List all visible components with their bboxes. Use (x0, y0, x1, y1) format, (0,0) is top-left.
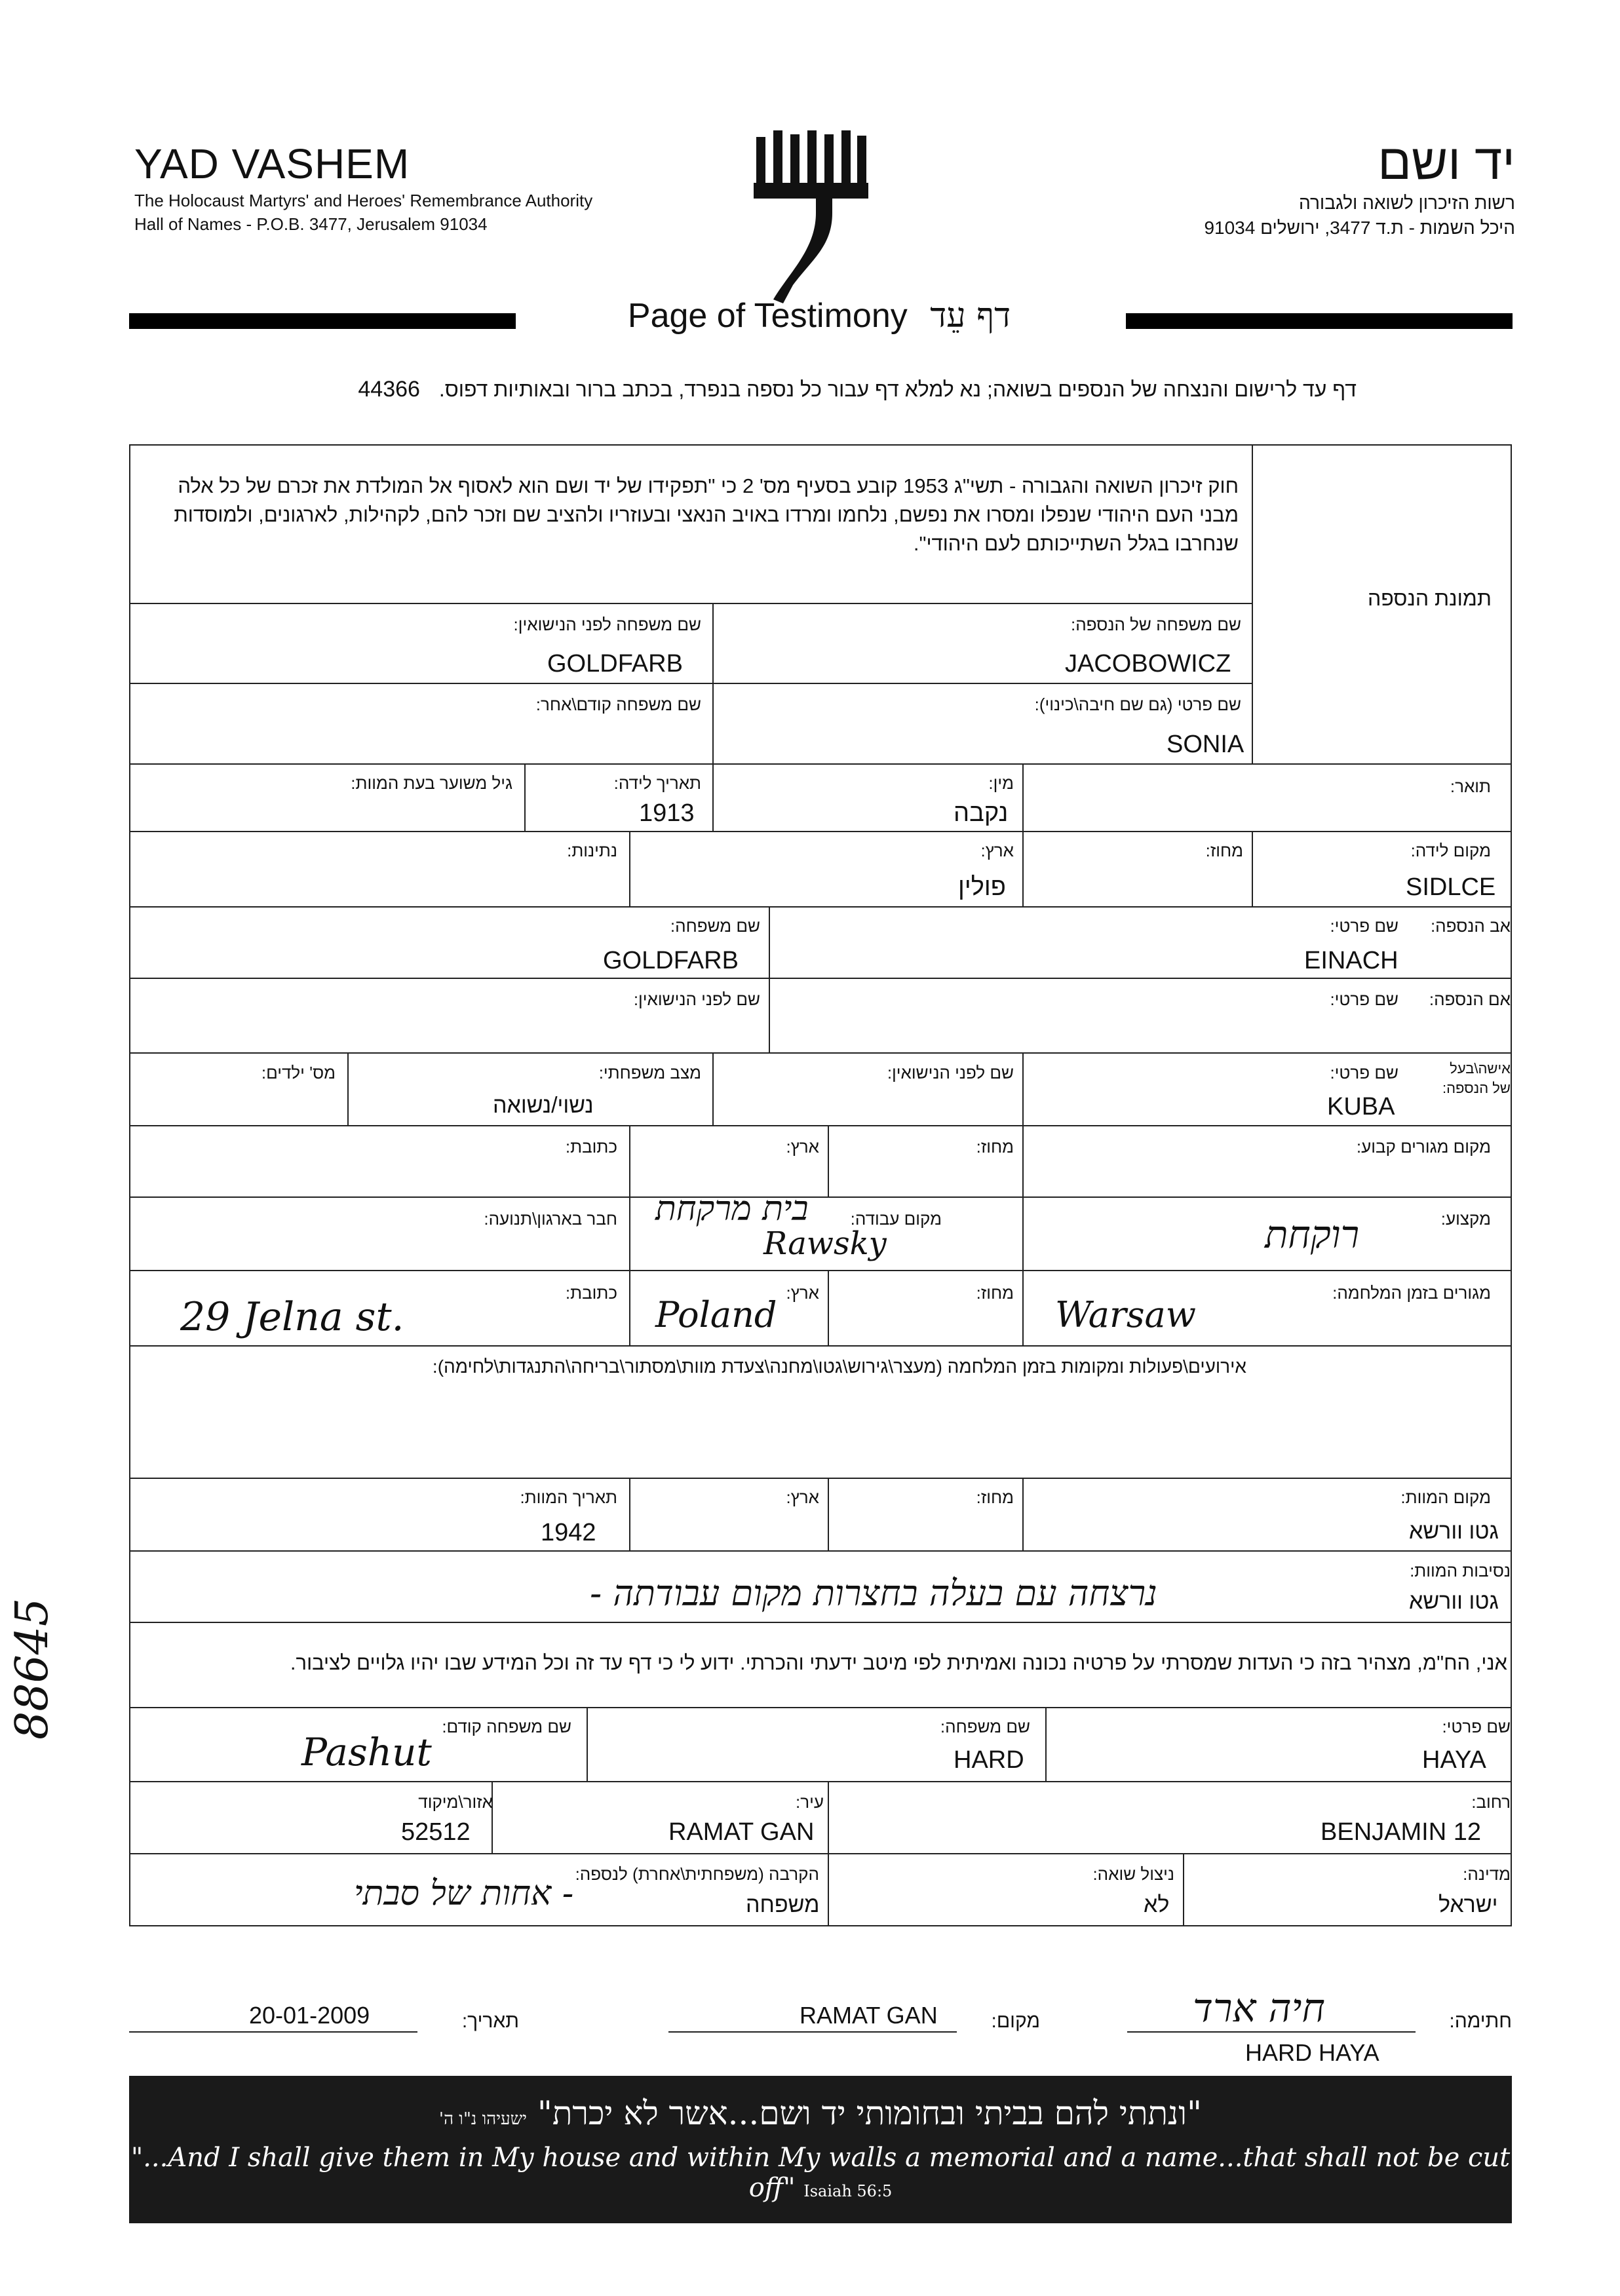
row-line (129, 1270, 1512, 1271)
banner-quote-he (129, 2094, 1512, 2132)
value-birth-country: פולין (958, 873, 1006, 901)
label-relation: הקרבה (משפחתית\אחרת) לנספה: (575, 1864, 819, 1884)
instruction-text: דף עד לרישום והנצחה של הנספים בשואה; נא למלא דף עבור כל נספה בנפרד, בכתב ברור ובאותיות דפוס. (438, 377, 1357, 401)
org-name-en: YAD VASHEM (134, 140, 410, 187)
label-death-district: מחוז: (976, 1487, 1014, 1507)
label-death-date: תאריך המוות: (520, 1487, 617, 1507)
col-line (828, 1781, 829, 1853)
label-marital-status: מצב משפחתי: (598, 1063, 701, 1082)
label-war-district: מחוז: (976, 1283, 1014, 1303)
row-line (129, 1781, 1512, 1782)
label-first-name: שם פרטי (גם שם חיבה\כינוי): (1034, 695, 1241, 714)
banner-quote-he-text: "ונתתי להם בביתי ובחומותי יד ושם...אשר לא יכרת" (537, 2094, 1203, 2132)
label-signature: חתימה: (1449, 2010, 1512, 2032)
value-spouse-first: KUBA (1327, 1093, 1395, 1120)
label-nationality: נתינות: (567, 841, 617, 860)
row-line (129, 1853, 1512, 1854)
value-submitter-prev: Pashut (301, 1730, 432, 1774)
label-father: אב הנספה: (1430, 916, 1511, 936)
label-survivor: ניצול שואה: (1092, 1864, 1174, 1884)
value-signer-name: HARD HAYA (1245, 2039, 1379, 2066)
value-submitter-last: HARD (954, 1746, 1024, 1774)
label-prev-surname: שם משפחה קודם\אחר: (535, 695, 701, 714)
org-subtitle-he-1: רשות הזיכרון לשואה ולגבורה (1299, 193, 1515, 213)
label-maiden-name: שם משפחה לפני הנישואין: (513, 615, 701, 634)
label-submitter-last: שם משפחה: (940, 1717, 1030, 1736)
value-death-place: גטו וורשא (1409, 1519, 1499, 1544)
label-birth-country: ארץ: (980, 841, 1014, 860)
col-line (1183, 1853, 1184, 1926)
value-relation-typed: משפחה (746, 1892, 820, 1917)
value-first-name: SONIA (1167, 731, 1244, 758)
label-spouse: אישה\בעל (1450, 1060, 1511, 1077)
row-line (129, 978, 1512, 979)
col-line (769, 906, 770, 1052)
side-archive-number: 88645 (7, 1598, 58, 1740)
banner-quote-en (129, 2143, 1512, 2203)
label-perm-country: ארץ: (786, 1137, 819, 1157)
col-line (587, 1707, 588, 1781)
value-city: RAMAT GAN (668, 1818, 815, 1846)
label-member-org: חבר בארגון\תנועה: (484, 1209, 617, 1229)
col-line (828, 1125, 829, 1196)
header-english (134, 139, 592, 236)
col-line (712, 763, 714, 831)
value-father-first: EINACH (1304, 947, 1398, 974)
col-line (1252, 831, 1253, 906)
label-zip: אזור\מיקוד (418, 1792, 493, 1812)
label-death-place: מקום המוות: (1400, 1487, 1491, 1507)
header-bar-left (129, 313, 516, 329)
col-line (524, 763, 526, 831)
label-permanent-residence: מקום מגורים קבוע: (1356, 1137, 1491, 1157)
yad-vashem-logo (754, 128, 872, 305)
value-country-sub: ישראל (1438, 1892, 1498, 1917)
label-wartime-residence: מגורים בזמן המלחמה: (1332, 1283, 1491, 1303)
value-marital-status: נשוי/נשואה (493, 1093, 594, 1118)
col-line (1022, 1478, 1024, 1550)
col-line (828, 1270, 829, 1345)
place-line (668, 2031, 957, 2033)
photo-divider (1252, 444, 1253, 765)
value-death-circ-typed: גטו וורשא (1409, 1589, 1499, 1614)
row-line (129, 603, 1252, 604)
value-sign-date: 20-01-2009 (249, 2002, 370, 2029)
value-war-country: Poland (655, 1294, 777, 1335)
row-line (129, 1478, 1512, 1479)
row-line (129, 1345, 1512, 1347)
value-surname: JACOBOWICZ (1065, 650, 1231, 678)
value-death-date: 1942 (541, 1519, 596, 1546)
label-date: תאריך: (461, 2010, 519, 2032)
col-line (1022, 831, 1024, 906)
label-perm-address: כתובת: (565, 1137, 617, 1157)
label-surname: שם משפחה של הנספה: (1070, 615, 1241, 634)
testimony-form (129, 444, 1512, 1926)
row-line (129, 1196, 1512, 1198)
label-mother-maiden: שם לפני הנישואין: (633, 989, 760, 1009)
col-line (712, 603, 714, 763)
value-relation-hand: - אחות של סבתי (354, 1874, 574, 1913)
label-spouse-2: של הנספה: (1442, 1080, 1511, 1096)
value-maiden-name: GOLDFARB (547, 650, 683, 678)
col-line (828, 1478, 829, 1550)
row-line (129, 1622, 1512, 1623)
org-subtitle-en-2: Hall of Names - P.O.B. 3477, Jerusalem 91034 (134, 214, 488, 234)
value-workplace-1: בית מרקחת (655, 1189, 809, 1229)
instruction-line (190, 377, 1357, 402)
row-line (129, 1550, 1512, 1552)
label-submitter-first: שם פרטי: (1442, 1717, 1511, 1736)
label-birth-place: מקום לידה: (1410, 841, 1491, 860)
value-submitter-first: HAYA (1422, 1746, 1486, 1774)
banner-ref-he: ישעיהו נ"ו ה' (438, 2109, 527, 2129)
label-death-country: ארץ: (786, 1487, 819, 1507)
value-birth-date: 1913 (639, 799, 695, 827)
value-street: BENJAMIN 12 (1321, 1818, 1481, 1846)
form-number: 44366 (358, 377, 420, 402)
header-bar-right (1126, 313, 1513, 329)
value-war-district: Warsaw (1055, 1294, 1196, 1335)
label-death-circumstances: נסיבות המוות: (1410, 1561, 1511, 1580)
label-mother-first: שם פרטי: (1330, 989, 1398, 1009)
label-street: רחוב: (1471, 1792, 1511, 1812)
banner-ref-en: Isaiah 56:5 (803, 2182, 893, 2200)
label-title: תואר: (1450, 776, 1491, 796)
value-death-circ-hand: נרצחה עם בעלה בחצרות מקום עבודתה - (590, 1573, 1157, 1614)
value-profession: רוקחת (1265, 1212, 1360, 1257)
label-father-family: שם משפחה: (670, 916, 760, 936)
value-father-family: GOLDFARB (603, 947, 739, 974)
value-signature: חיה ארד (1193, 1985, 1325, 2031)
col-line (629, 1478, 630, 1550)
col-line (1022, 1125, 1024, 1345)
col-line (712, 1052, 714, 1125)
value-sign-place: RAMAT GAN (800, 2002, 938, 2029)
label-age-at-death: גיל משוער בעת המוות: (351, 773, 512, 793)
row-line (129, 683, 1252, 684)
label-num-children: מס' ילדים: (261, 1063, 336, 1082)
row-line (129, 1707, 1512, 1708)
title-en: Page of Testimony (627, 297, 908, 335)
value-war-address: 29 Jelna st. (180, 1294, 404, 1340)
label-father-first: שם פרטי: (1330, 916, 1398, 936)
label-profession: מקצוע: (1440, 1209, 1491, 1229)
label-birth-district: מחוז: (1205, 841, 1243, 860)
label-mother: אם הנספה: (1429, 989, 1511, 1009)
col-line (828, 1853, 829, 1926)
col-line (1022, 763, 1024, 831)
org-subtitle-he-2: היכל השמות - ת.ד 3477, ירושלים 91034 (1204, 218, 1515, 238)
label-war-address: כתובת: (565, 1283, 617, 1303)
label-birth-date: תאריך לידה: (613, 773, 701, 793)
law-text: חוק זיכרון השואה והגבורה - תשי"ג 1953 קובע בסעיף מס' 2 כי "תפקידו של יד ושם הוא לאסוף אל המולדת את זכרם של כל אלה מבני העם היהודי שנפלו ומסרו את נפשם, נלחמו ומרדו באויב הנאצי ובעוזריו ולהציב שם וזכר להם, לקהילות, לארגונים, ולמוסדות שנחרבו בגלל השתייכותם לעם היהודי". (174, 474, 1239, 555)
label-perm-district: מחוז: (976, 1137, 1014, 1157)
signature-line (1127, 2031, 1416, 2033)
row-line (129, 831, 1512, 832)
label-spouse-maiden: שם לפני הנישואין: (887, 1063, 1014, 1082)
title-he: דף עֵד (930, 296, 1011, 335)
declaration: אני, הח"מ, מצהיר בזה כי העדות שמסרתי על פרטיה נכונה ואמיתית לפי מיטב ידעתי והכרתי. ידוע לי כי דף עד זה וכל המידע שבו יהיו גלויים לציבור. (290, 1651, 1507, 1674)
value-birth-place: SIDLCE (1406, 873, 1496, 901)
col-line (629, 831, 630, 906)
row-line (129, 906, 1512, 908)
photo-label: תמונת הנספה (1367, 586, 1492, 610)
quote-banner (129, 2076, 1512, 2223)
row-line (129, 763, 1512, 765)
label-place: מקום: (991, 2010, 1040, 2032)
label-war-country: ארץ: (786, 1283, 819, 1303)
label-country-sub: מדינה: (1463, 1864, 1511, 1884)
row-line (129, 1052, 1512, 1054)
org-subtitle-en-1: The Holocaust Martyrs' and Heroes' Remembrance Authority (134, 191, 593, 210)
label-workplace: מקום עבודה: (850, 1209, 942, 1229)
label-events: אירועים\פעולות ומקומות בזמן המלחמה (מעצר\גירוש\גטו\מחנה\צעדת מוות\מסתור\בריחה\התנגדות\לחימה): (432, 1356, 1246, 1377)
col-line (1045, 1707, 1047, 1781)
value-workplace-2: Rawsky (763, 1225, 887, 1262)
date-line (129, 2031, 417, 2033)
value-survivor: לא (1144, 1892, 1170, 1917)
label-submitter-prev: שם משפחה קודם: (442, 1717, 571, 1736)
label-gender: מין: (988, 773, 1014, 793)
header-hebrew (1204, 134, 1515, 240)
banner-quote-en-text: "...And I shall give them in My house and within My walls a memorial and a name...that shall not be cut off" (130, 2143, 1511, 2203)
value-gender: נקבה (954, 799, 1009, 827)
col-line (347, 1052, 349, 1125)
col-line (1022, 1052, 1024, 1125)
value-zip: 52512 (401, 1818, 471, 1846)
label-city: עיר: (796, 1792, 824, 1812)
col-line (629, 1125, 630, 1345)
form-title (590, 296, 1049, 335)
label-spouse-first: שם פרטי: (1330, 1063, 1398, 1082)
org-name-he: יד ושם (1378, 134, 1515, 190)
row-line (129, 1125, 1512, 1126)
